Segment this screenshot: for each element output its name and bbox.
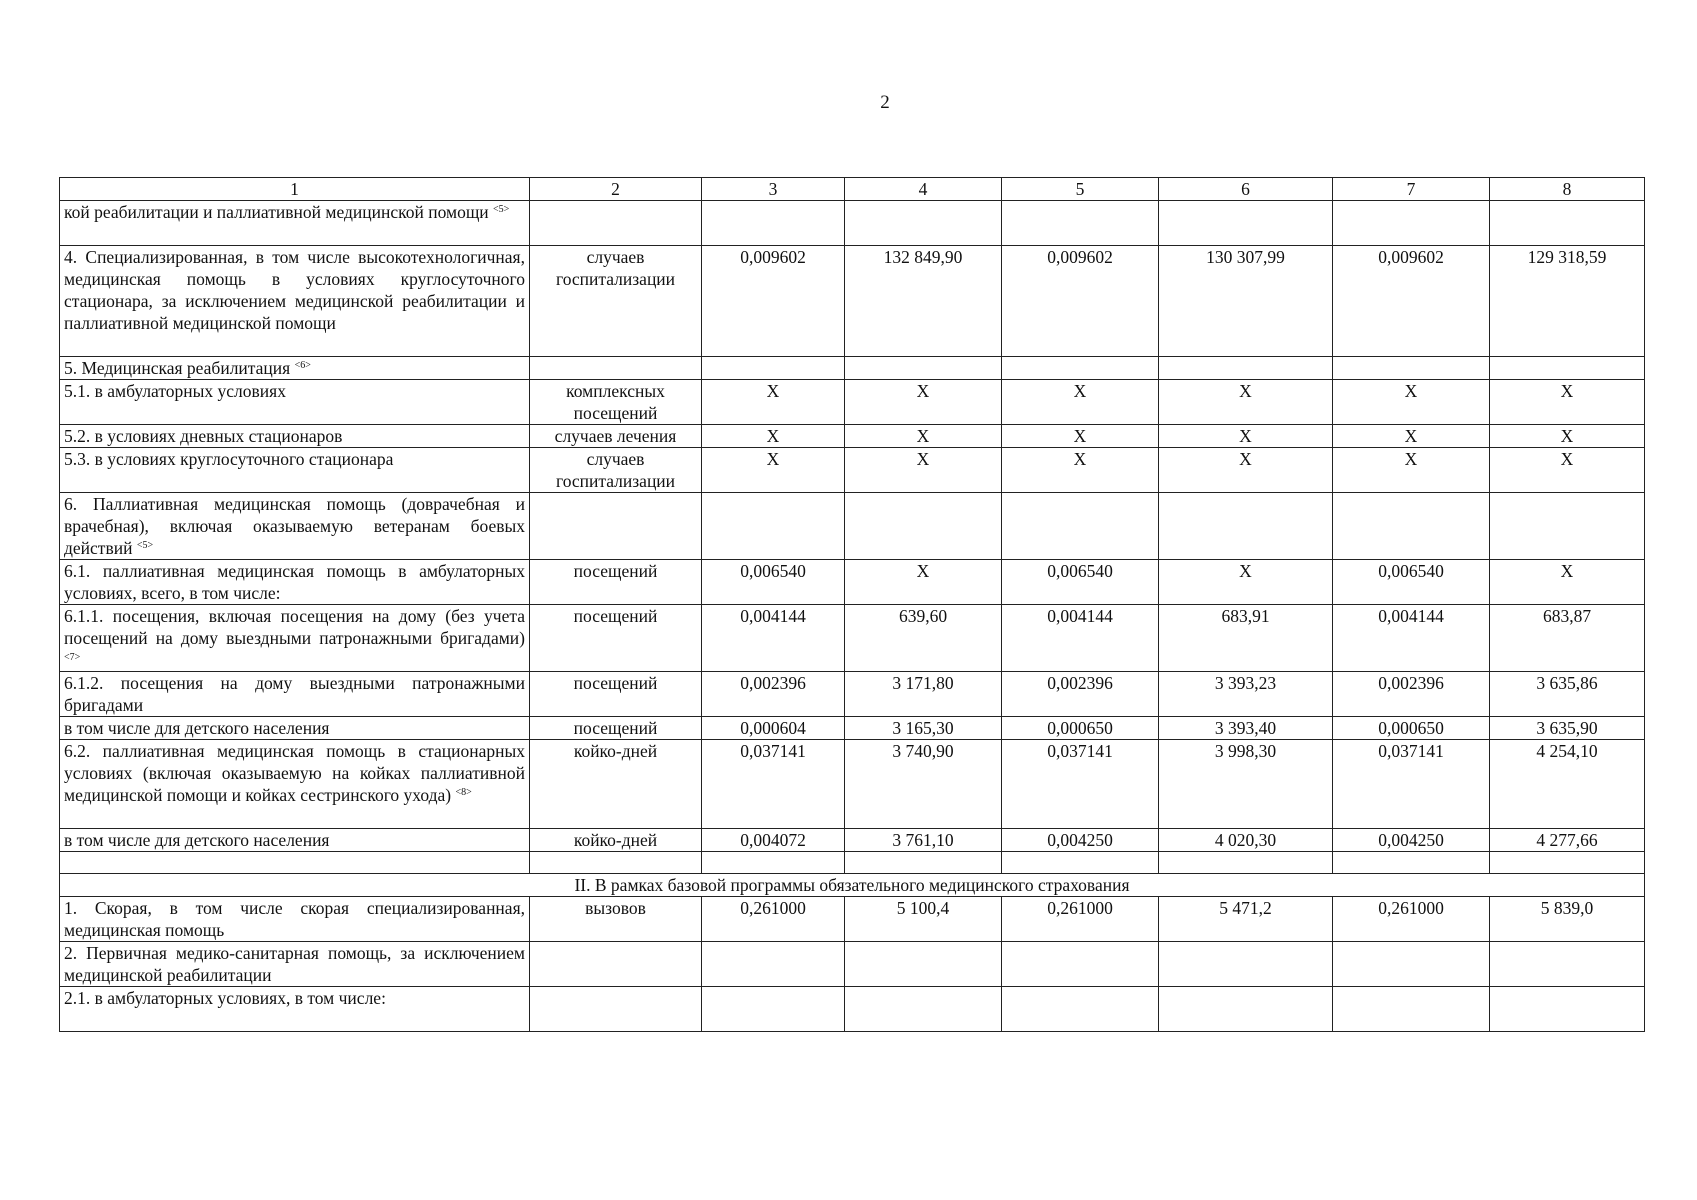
header-cell: 6 (1159, 178, 1333, 201)
empty-cell (1159, 852, 1333, 874)
value-cell: 5 471,2 (1159, 897, 1333, 942)
row-name-cell (60, 246, 530, 357)
unit-cell: койко-дней (530, 829, 702, 852)
value-cell: 0,004250 (1002, 829, 1159, 852)
value-cell (1002, 201, 1159, 246)
value-cell: 3 998,30 (1159, 740, 1333, 829)
header-cell: 8 (1490, 178, 1645, 201)
value-cell: 0,000650 (1333, 717, 1490, 740)
value-cell (1002, 987, 1159, 1032)
empty-cell (1490, 852, 1645, 874)
unit-cell (530, 942, 702, 987)
value-cell (1159, 201, 1333, 246)
table-row (60, 672, 1645, 717)
value-cell: 639,60 (845, 605, 1002, 672)
value-cell (1002, 942, 1159, 987)
value-cell (1159, 987, 1333, 1032)
row-name: 5. Медицинская реабилитация (64, 358, 291, 378)
table-row (60, 357, 1645, 380)
header-cell: 4 (845, 178, 1002, 201)
value-cell: 5 100,4 (845, 897, 1002, 942)
row-name: кой реабилитации и паллиативной медицинской помощи (64, 202, 489, 222)
row-name: 6.2. паллиативная медицинская помощь в стационарных условиях (включая оказываемую на койках паллиативной медицинской помощи и койках сестринского ухода) (64, 741, 525, 805)
value-cell (1333, 987, 1490, 1032)
value-cell (1159, 493, 1333, 560)
empty-cell (60, 852, 530, 874)
row-name-cell (60, 987, 530, 1032)
value-cell: Х (1333, 448, 1490, 493)
row-name: 5.1. в амбулаторных условиях (64, 381, 286, 401)
value-cell (1333, 357, 1490, 380)
value-cell (845, 201, 1002, 246)
value-cell: 3 393,23 (1159, 672, 1333, 717)
row-name: 1. Скорая, в том числе скорая специализированная, медицинская помощь (64, 898, 525, 940)
row-name-cell (60, 493, 530, 560)
unit-cell: случаев госпитализации (530, 448, 702, 493)
empty-cell (530, 852, 702, 874)
header-cell: 3 (702, 178, 845, 201)
value-cell: 4 254,10 (1490, 740, 1645, 829)
value-cell: Х (1333, 425, 1490, 448)
table-row (60, 448, 1645, 493)
row-name-cell (60, 425, 530, 448)
value-cell: 3 171,80 (845, 672, 1002, 717)
table-row (60, 246, 1645, 357)
empty-cell (1002, 852, 1159, 874)
header-cell: 2 (530, 178, 702, 201)
unit-cell: посещений (530, 717, 702, 740)
table-row (60, 942, 1645, 987)
table-row (60, 829, 1645, 852)
header-row (60, 178, 1645, 201)
empty-cell (702, 852, 845, 874)
row-name: 2.1. в амбулаторных условиях, в том числе: (64, 988, 386, 1008)
value-cell: Х (845, 380, 1002, 425)
value-cell: Х (1002, 425, 1159, 448)
value-cell: 0,002396 (702, 672, 845, 717)
value-cell: 0,004144 (702, 605, 845, 672)
unit-cell: посещений (530, 605, 702, 672)
value-cell (845, 357, 1002, 380)
value-cell: 683,87 (1490, 605, 1645, 672)
value-cell: Х (1159, 448, 1333, 493)
value-cell (702, 357, 845, 380)
value-cell: 0,006540 (702, 560, 845, 605)
value-cell: 0,009602 (1002, 246, 1159, 357)
row-name-cell (60, 380, 530, 425)
value-cell: 0,002396 (1333, 672, 1490, 717)
value-cell: Х (1159, 380, 1333, 425)
row-name-cell (60, 560, 530, 605)
page-number: 2 (880, 92, 890, 113)
value-cell: Х (702, 448, 845, 493)
value-cell: Х (1002, 448, 1159, 493)
value-cell: Х (1490, 560, 1645, 605)
row-name-cell (60, 829, 530, 852)
footnote-ref: <8> (455, 787, 472, 798)
value-cell: 5 839,0 (1490, 897, 1645, 942)
value-cell (1333, 942, 1490, 987)
value-cell: 0,006540 (1333, 560, 1490, 605)
unit-cell: посещений (530, 560, 702, 605)
unit-cell: койко-дней (530, 740, 702, 829)
value-cell: 0,006540 (1002, 560, 1159, 605)
row-name: 6.1.2. посещения на дому выездными патронажными бригадами (64, 673, 525, 715)
footnote-ref: <6> (294, 360, 311, 371)
table-row (60, 380, 1645, 425)
value-cell: 130 307,99 (1159, 246, 1333, 357)
value-cell (1490, 201, 1645, 246)
unit-cell: случаев лечения (530, 425, 702, 448)
unit-cell (530, 987, 702, 1032)
value-cell: 3 635,90 (1490, 717, 1645, 740)
row-name-cell (60, 897, 530, 942)
value-cell: 0,037141 (702, 740, 845, 829)
unit-cell: вызовов (530, 897, 702, 942)
row-name-cell (60, 357, 530, 380)
value-cell: Х (1490, 380, 1645, 425)
value-cell: 0,000650 (1002, 717, 1159, 740)
header-cell: 1 (60, 178, 530, 201)
table-row (60, 717, 1645, 740)
footnote-ref: <5> (136, 540, 154, 551)
row-name: в том числе для детского населения (64, 830, 330, 850)
value-cell (1002, 493, 1159, 560)
table-row (60, 493, 1645, 560)
value-cell: 0,261000 (1002, 897, 1159, 942)
value-cell (845, 493, 1002, 560)
value-cell: 129 318,59 (1490, 246, 1645, 357)
value-cell: 0,009602 (702, 246, 845, 357)
value-cell: 3 635,86 (1490, 672, 1645, 717)
header-cell: 5 (1002, 178, 1159, 201)
value-cell (1490, 493, 1645, 560)
value-cell: 0,037141 (1002, 740, 1159, 829)
table-row (60, 605, 1645, 672)
row-name-cell (60, 740, 530, 829)
table-row (60, 425, 1645, 448)
value-cell: Х (1159, 425, 1333, 448)
value-cell (1159, 942, 1333, 987)
value-cell: Х (1002, 380, 1159, 425)
value-cell: 0,037141 (1333, 740, 1490, 829)
value-cell: 0,004144 (1333, 605, 1490, 672)
row-name: 5.2. в условиях дневных стационаров (64, 426, 343, 446)
value-cell: 4 020,30 (1159, 829, 1333, 852)
unit-cell: комплексных посещений (530, 380, 702, 425)
value-cell (702, 942, 845, 987)
row-name-cell (60, 942, 530, 987)
value-cell (845, 942, 1002, 987)
value-cell (845, 987, 1002, 1032)
row-name: 5.3. в условиях круглосуточного стационара (64, 449, 394, 469)
value-cell: Х (845, 448, 1002, 493)
footnote-ref: <5> (493, 204, 510, 215)
value-cell: 3 740,90 (845, 740, 1002, 829)
table-row (60, 560, 1645, 605)
value-cell: Х (1490, 425, 1645, 448)
value-cell: Х (702, 425, 845, 448)
value-cell: Х (1333, 380, 1490, 425)
value-cell: 3 761,10 (845, 829, 1002, 852)
row-name: в том числе для детского населения (64, 718, 330, 738)
value-cell: Х (1159, 560, 1333, 605)
value-cell: 0,004250 (1333, 829, 1490, 852)
empty-row (60, 852, 1645, 874)
row-name-cell (60, 672, 530, 717)
row-name: 2. Первичная медико-санитарная помощь, за исключением медицинской реабилитации (64, 943, 525, 985)
value-cell (702, 987, 845, 1032)
table-row (60, 740, 1645, 829)
value-cell (1490, 357, 1645, 380)
row-name-cell (60, 717, 530, 740)
unit-cell (530, 201, 702, 246)
indicators-table (59, 177, 1645, 1032)
value-cell: Х (1490, 448, 1645, 493)
value-cell: 132 849,90 (845, 246, 1002, 357)
empty-cell (1333, 852, 1490, 874)
value-cell (1333, 201, 1490, 246)
value-cell (1002, 357, 1159, 380)
value-cell: Х (845, 425, 1002, 448)
row-name: 4. Специализированная, в том числе высокотехнологичная, медицинская помощь в условиях круглосуточного стационара, за исключением медицинской реабилитации и паллиативной медицинской помощи (64, 247, 525, 333)
unit-cell (530, 357, 702, 380)
value-cell: 3 393,40 (1159, 717, 1333, 740)
value-cell: 0,261000 (1333, 897, 1490, 942)
value-cell: 3 165,30 (845, 717, 1002, 740)
table-row (60, 201, 1645, 246)
row-name-cell (60, 448, 530, 493)
value-cell: 4 277,66 (1490, 829, 1645, 852)
unit-cell: случаев госпитализации (530, 246, 702, 357)
value-cell: 0,009602 (1333, 246, 1490, 357)
value-cell (1490, 987, 1645, 1032)
header-cell: 7 (1333, 178, 1490, 201)
table-row (60, 897, 1645, 942)
value-cell: 0,002396 (1002, 672, 1159, 717)
value-cell (1333, 493, 1490, 560)
row-name: 6. Паллиативная медицинская помощь (доврачебная и врачебная), включая оказываемую ветеранам боевых действий (64, 494, 525, 558)
value-cell: 0,000604 (702, 717, 845, 740)
unit-cell: посещений (530, 672, 702, 717)
row-name-cell (60, 201, 530, 246)
value-cell (702, 493, 845, 560)
table-row (60, 987, 1645, 1032)
value-cell: 0,004072 (702, 829, 845, 852)
value-cell (702, 201, 845, 246)
section-row (60, 874, 1645, 897)
unit-cell (530, 493, 702, 560)
value-cell: Х (845, 560, 1002, 605)
row-name: 6.1. паллиативная медицинская помощь в амбулаторных условиях, всего, в том числе: (64, 561, 525, 603)
section-title: II. В рамках базовой программы обязательного медицинского страхования (60, 874, 1645, 897)
value-cell (1159, 357, 1333, 380)
value-cell: 0,261000 (702, 897, 845, 942)
value-cell: 683,91 (1159, 605, 1333, 672)
footnote-ref: <7> (64, 652, 81, 663)
value-cell (1490, 942, 1645, 987)
row-name: 6.1.1. посещения, включая посещения на дому (без учета посещений на дому выездными патронажными бригадами) (64, 606, 525, 648)
row-name-cell (60, 605, 530, 672)
value-cell: 0,004144 (1002, 605, 1159, 672)
value-cell: Х (702, 380, 845, 425)
empty-cell (845, 852, 1002, 874)
